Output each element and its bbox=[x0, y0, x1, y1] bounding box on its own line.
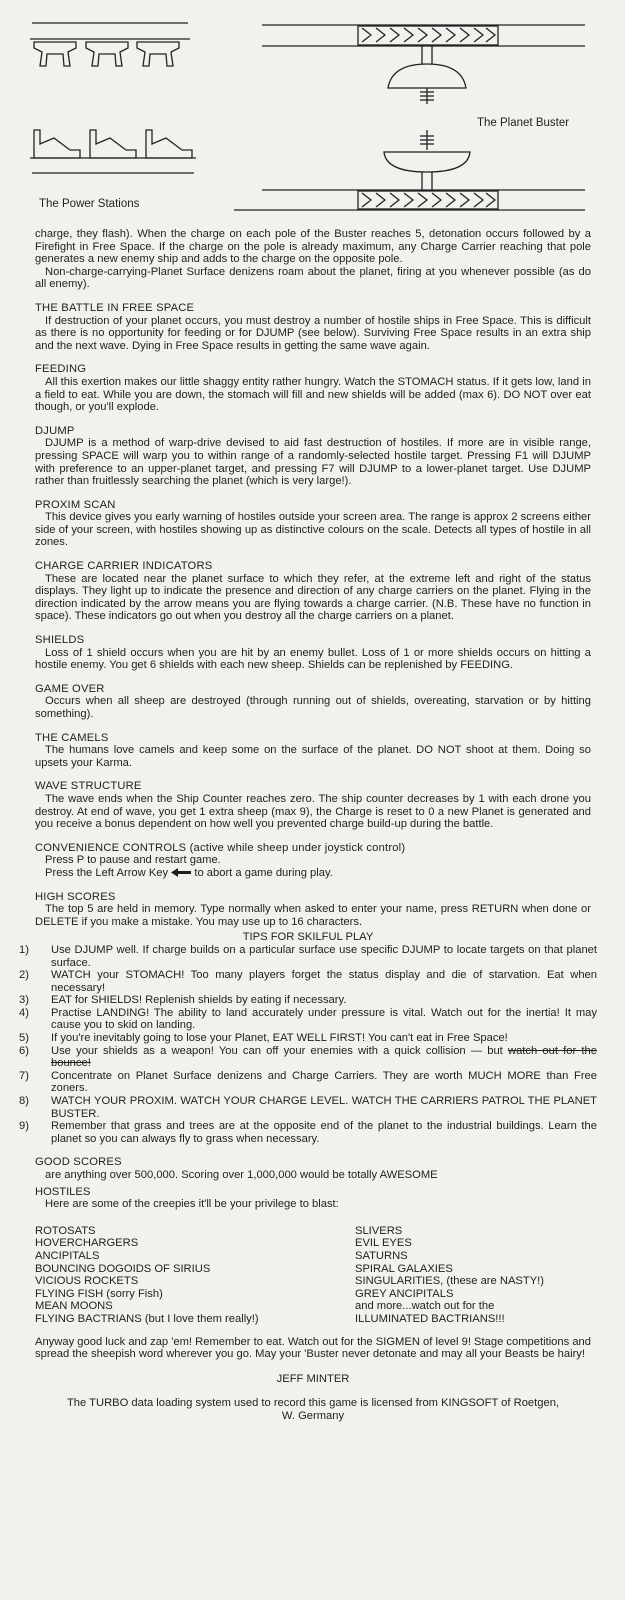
tip-text: Use DJUMP well. If charge builds on a particular surface use specific DJUMP to locate targets on that planet surface. bbox=[51, 943, 597, 969]
section-body: The humans love camels and keep some on the surface of the planet. DO NOT shoot at them. Doing so upsets your Karma. bbox=[35, 744, 591, 769]
tip-text: EAT for SHIELDS! Replenish shields by eating if necessary. bbox=[51, 994, 347, 1007]
illustration-area bbox=[0, 0, 625, 232]
section-game-over bbox=[35, 683, 591, 721]
power-station-icon bbox=[34, 130, 80, 158]
tip-item bbox=[19, 1006, 597, 1032]
tips-list-wrapper bbox=[19, 943, 597, 1146]
section-title: DJUMP bbox=[35, 424, 75, 437]
tip-number: 8) bbox=[19, 1095, 29, 1108]
tip-item bbox=[19, 1120, 597, 1145]
tip-text: WATCH YOUR PROXIM. WATCH YOUR CHARGE LEVEL. WATCH THE CARRIERS PATROL THE PLANET BUSTER. bbox=[51, 1095, 597, 1120]
control-line bbox=[35, 867, 591, 880]
tips-title: TIPS FOR SKILFUL PLAY bbox=[242, 931, 374, 944]
hostile-item: EVIL EYES bbox=[355, 1237, 412, 1250]
section-camels bbox=[35, 732, 591, 770]
section-title: CONVENIENCE CONTROLS (active while sheep under joystick control) bbox=[35, 841, 406, 854]
tip-number: 7) bbox=[19, 1069, 29, 1082]
section-body: All this exertion makes our little shaggy entity rather hungry. Watch the STOMACH status. If it gets low, land in a field to eat. While you are down, the stomach will fill and new shields will be added (max 6). DO NOT over eat though, or you'll explode. bbox=[35, 375, 591, 414]
section-body: If destruction of your planet occurs, you must destroy a number of hostile ships in Free Space. This is difficult as there is no opportunity for feeding or for DJUMP (see below). Surviving Free Space results in an extra ship and the next wave. Dying in Free Space results in getting the same wave again. bbox=[35, 314, 591, 352]
section-body: are anything over 500,000. Scoring over 1,000,000 would be totally AWESOME bbox=[45, 1169, 438, 1181]
power-station-icon bbox=[34, 42, 76, 66]
section-title: PROXIM SCAN bbox=[35, 498, 116, 511]
section-body: Occurs when all sheep are destroyed (through running out of shields, overeating, starvation or by hitting something). bbox=[35, 695, 591, 720]
section-good-scores bbox=[35, 1156, 591, 1181]
section-charge-carrier-indicators bbox=[35, 560, 591, 623]
chevron-band-bottom bbox=[358, 191, 498, 209]
hostile-item: FLYING BACTRIANS (but I love them really!) bbox=[35, 1312, 259, 1325]
power-stations-caption: The Power Stations bbox=[39, 198, 140, 210]
power-station-icon bbox=[90, 130, 136, 158]
hostile-item: SATURNS bbox=[355, 1249, 408, 1262]
section-djump bbox=[35, 425, 591, 488]
tip-text: If you're inevitably going to lose your Planet, EAT WELL FIRST! You can't eat in Free Space! bbox=[51, 1032, 508, 1045]
tip-number: 4) bbox=[19, 1006, 29, 1019]
tip-number: 3) bbox=[19, 994, 29, 1007]
tip-number: 1) bbox=[19, 943, 29, 956]
tip-item bbox=[19, 943, 597, 969]
planet-buster-dish-bottom-icon bbox=[384, 130, 470, 190]
section-hostiles bbox=[35, 1186, 591, 1326]
section-title: THE BATTLE IN FREE SPACE bbox=[35, 301, 195, 314]
section-free-space bbox=[35, 302, 591, 352]
hostiles-right-column bbox=[355, 1225, 591, 1326]
power-station-icon bbox=[86, 42, 128, 66]
hostile-item: and more...watch out for the bbox=[355, 1300, 495, 1313]
section-convenience-controls bbox=[35, 842, 591, 880]
section-title: CHARGE CARRIER INDICATORS bbox=[35, 560, 213, 573]
tip-text: Use your shields as a weapon! You can off your enemies with a quick collision — but bbox=[51, 1044, 503, 1057]
tip-number: 9) bbox=[19, 1120, 29, 1133]
section-title: GOOD SCORES bbox=[35, 1156, 122, 1169]
tips-list bbox=[19, 943, 597, 1146]
section-title: FEEDING bbox=[35, 363, 87, 376]
hostiles-columns bbox=[35, 1225, 591, 1326]
hostile-item: ILLUMINATED BACTRIANS!!! bbox=[355, 1312, 505, 1325]
tip-item bbox=[19, 1069, 597, 1095]
hostile-item: ROTOSATS bbox=[35, 1224, 96, 1237]
hostile-item: GREY ANCIPITALS bbox=[355, 1287, 454, 1300]
author-name: JEFF MINTER bbox=[276, 1372, 350, 1385]
hostile-item: SPIRAL GALAXIES bbox=[355, 1262, 453, 1275]
section-body: The wave ends when the Ship Counter reaches zero. The ship counter decreases by 1 with each drone you destroy. At end of wave, you get 1 extra sheep (max 9), the Charge is reset to 0 a new Planet is generated and you receive a bonus dependent on how well you prevented charge build-up during the battle. bbox=[35, 792, 591, 831]
closing-paragraph: Anyway good luck and zap 'em! Remember to eat. Watch out for the SIGMEN of level 9! Stage competitions and spread the sheepish word wherever you go. May your 'Buster never detonate and may all your Beasts be hairy! bbox=[35, 1335, 591, 1361]
section-wave-structure bbox=[35, 780, 591, 830]
manual-text bbox=[19, 228, 597, 1423]
section-title: HIGH SCORES bbox=[35, 890, 116, 903]
footer-note: The TURBO data loading system used to record this game is licensed from KINGSOFT of Roetgen, W. Germany bbox=[66, 1397, 560, 1422]
tip-text: Practise LANDING! The ability to land accurately under pressure is vital. Watch out for the inertia! It may cause you to skid on landing. bbox=[51, 1006, 597, 1032]
section-title: SHIELDS bbox=[35, 634, 85, 647]
power-station-icon bbox=[137, 42, 179, 66]
tip-item bbox=[19, 1095, 597, 1120]
hostiles-left-column bbox=[35, 1225, 355, 1326]
tip-number: 6) bbox=[19, 1044, 29, 1057]
intro-paragraph: charge, they flash). When the charge on each pole of the Buster reaches 5, detonation occurs followed by a Firefight in Free Space. If the charge on the pole is already maximum, any Charge Carrier reaching that pole generates a new enemy ship and adds to the charge on the opposite pole. bbox=[35, 228, 591, 266]
tip-item bbox=[19, 994, 597, 1007]
power-station-icon bbox=[146, 130, 192, 158]
planet-buster-dish-top-icon bbox=[388, 46, 466, 104]
section-body: Loss of 1 shield occurs when you are hit by an enemy bullet. Loss of 1 or more shields occurs on hitting a hostile enemy. You get 6 shields with each new sheep. Shields can be replenished by FEEDING. bbox=[35, 646, 591, 672]
planet-buster-caption: The Planet Buster bbox=[477, 117, 570, 129]
section-title: GAME OVER bbox=[35, 682, 105, 695]
hostile-item: SLIVERS bbox=[355, 1224, 403, 1237]
section-shields bbox=[35, 634, 591, 672]
tip-item bbox=[19, 969, 597, 994]
tip-struck-text: watch out for the bounce! bbox=[51, 1044, 597, 1070]
left-arrow-key-icon bbox=[171, 868, 191, 877]
section-proxim-scan bbox=[35, 499, 591, 549]
hostile-item: MEAN MOONS bbox=[35, 1300, 113, 1313]
section-body: DJUMP is a method of warp-drive devised to aid fast destruction of hostiles. If more are in visible range, pressing SPACE will warp you to within range of a randomly-selected hostile target. Pressing F1 will DJUMP with preference to an upper-planet target, and pressing F7 will DJUMP to a lower-planet target. Use DJUMP rather than fruitlessly searching the planet (which is very large!). bbox=[35, 437, 591, 488]
hostile-item: FLYING FISH (sorry Fish) bbox=[35, 1287, 163, 1300]
hostile-item: BOUNCING DOGOIDS OF SIRIUS bbox=[35, 1262, 211, 1275]
section-title: THE CAMELS bbox=[35, 731, 109, 744]
tip-text: WATCH your STOMACH! Too many players forget the status display and die of starvation. Eat when necessary! bbox=[51, 969, 597, 994]
control-text: Press the Left Arrow Key bbox=[45, 866, 169, 879]
control-line: Press P to pause and restart game. bbox=[45, 854, 221, 867]
section-body: Here are some of the creepies it'll be your privilege to blast: bbox=[45, 1198, 339, 1211]
section-feeding bbox=[35, 363, 591, 413]
hostile-item: HOVERCHARGERS bbox=[35, 1237, 139, 1250]
section-body: These are located near the planet surface to which they refer, at the extreme left and right of the status displays. They light up to indicate the presence and direction of any charge carriers on the planet. Flying in the direction indicated by the arrow means you are flying towards a charge carrier. (N.B. These have no function in space). These indicators go out when you destroy all the charge carriers on a planet. bbox=[35, 572, 591, 623]
tip-text: Concentrate on Planet Surface denizens and Charge Carriers. They are worth MUCH MORE than Free zoners. bbox=[51, 1069, 597, 1095]
tip-item bbox=[19, 1032, 597, 1045]
tip-number: 5) bbox=[19, 1032, 29, 1045]
control-text: to abort a game during play. bbox=[194, 866, 333, 879]
section-body: The top 5 are held in memory. Type normally when asked to enter your name, press RETURN when done or DELETE if you make a mistake. You may use up to 16 characters. bbox=[35, 903, 591, 928]
intro-paragraph: Non-charge-carrying-Planet Surface denizens roam about the planet, firing at you whenever possible (as do all enemy). bbox=[35, 265, 591, 291]
hostile-item: ANCIPITALS bbox=[35, 1249, 100, 1262]
section-body: This device gives you early warning of hostiles outside your screen area. The range is approx 2 screens either side of your screen, with hostiles showing up as distinctive colours on the scale. Detects all types of hostile in all zones. bbox=[35, 511, 591, 549]
section-title: HOSTILES bbox=[35, 1185, 91, 1198]
chevron-band-top bbox=[358, 26, 498, 45]
hostile-item: SINGULARITIES, (these are NASTY!) bbox=[355, 1275, 544, 1288]
section-high-scores bbox=[35, 891, 591, 929]
section-title: WAVE STRUCTURE bbox=[35, 780, 142, 793]
tip-text: Remember that grass and trees are at the opposite end of the planet to the industrial buildings. Learn the planet so you can always fly to grass when necessary. bbox=[51, 1120, 597, 1145]
tip-number: 2) bbox=[19, 969, 29, 982]
tip-item bbox=[19, 1044, 597, 1070]
hostile-item: VICIOUS ROCKETS bbox=[35, 1275, 139, 1288]
